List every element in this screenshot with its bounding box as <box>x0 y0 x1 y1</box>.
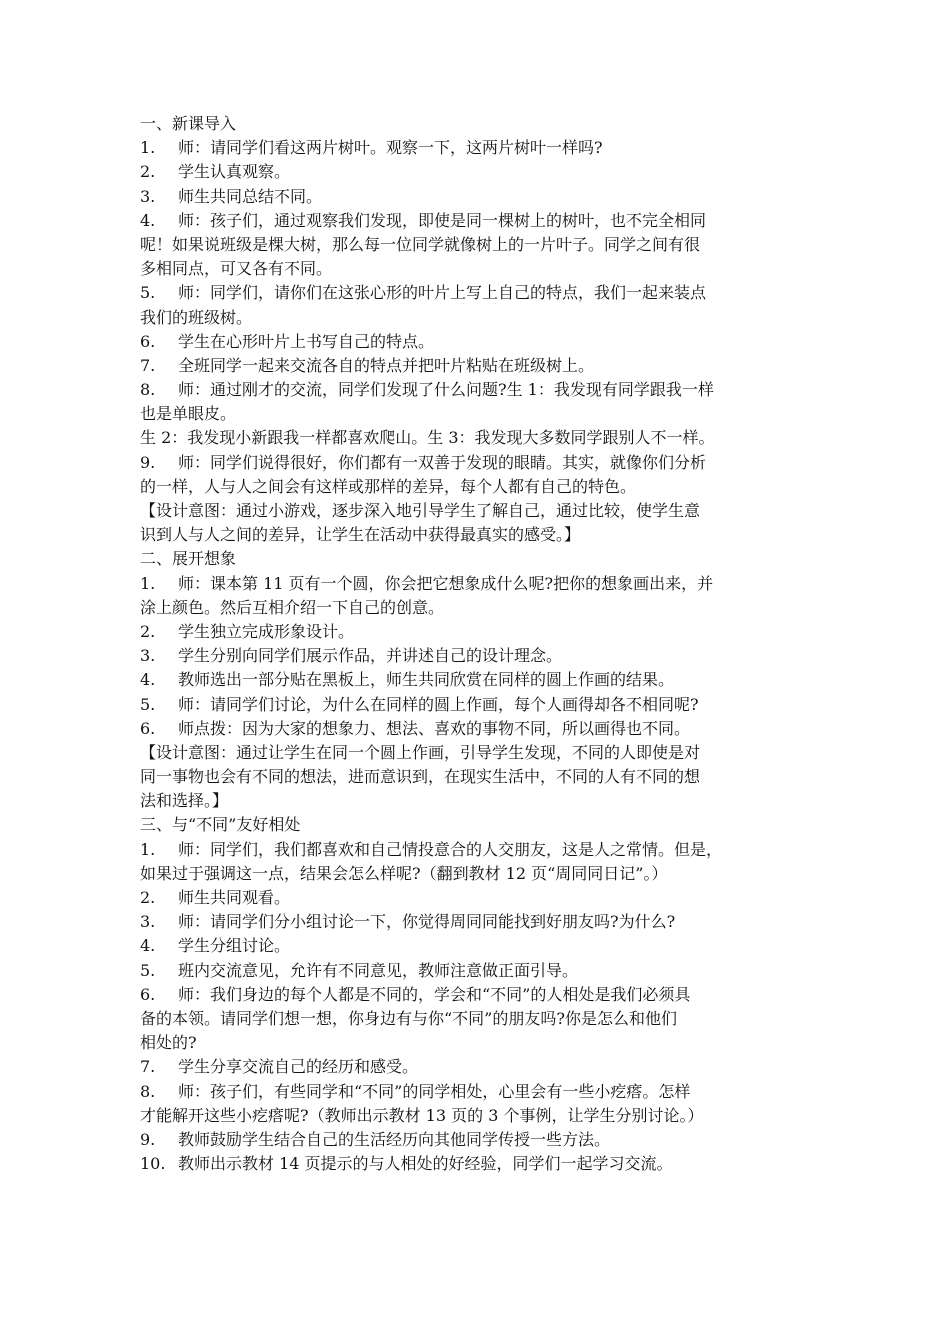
item-text: 师：孩子们，通过观察我们发现，即使是同一棵树上的树叶，也不完全相同 <box>178 210 707 230</box>
item-number: 4. <box>140 936 156 956</box>
list-item-line <box>140 185 820 209</box>
item-text: 呢！如果说班级是棵大树，那么每一位同学就像树上的一片叶子。同学之间有很 <box>140 234 701 254</box>
list-item <box>140 959 820 983</box>
item-number: 8. <box>140 1081 156 1101</box>
item-number: 6. <box>140 984 156 1004</box>
item-number: 5. <box>140 283 156 303</box>
item-text: 师：同学们说得很好，你们都有一双善于发现的眼睛。其实，就像你们分析 <box>178 452 707 472</box>
design-intent-line: 法和选择。】 <box>140 791 229 811</box>
list-item <box>140 910 820 934</box>
list-item-line <box>140 620 820 644</box>
design-intent-line: 【设计意图：通过让学生在同一个圆上作画，引导学生发现，不同的人即使是对 <box>140 742 701 762</box>
list-item <box>140 1128 820 1152</box>
list-item-line <box>140 306 820 330</box>
list-item-line <box>140 983 820 1007</box>
list-item-line <box>140 886 820 910</box>
item-text: 师：请同学们看这两片树叶。观察一下，这两片树叶一样吗? <box>178 138 603 158</box>
item-text: 学生分享交流自己的经历和感受。 <box>178 1057 419 1077</box>
list-item <box>140 983 820 1056</box>
list-item <box>140 1152 820 1176</box>
list-item <box>140 330 820 354</box>
list-item <box>140 572 820 620</box>
list-item-line <box>140 378 820 402</box>
list-item-line <box>140 959 820 983</box>
design-intent-line: 识到人与人之间的差异，让学生在活动中获得最真实的感受。】 <box>140 525 581 545</box>
item-text: 相处的? <box>140 1033 197 1053</box>
list-item-line <box>140 475 820 499</box>
item-text: 班内交流意见，允许有不同意见，教师注意做正面引导。 <box>178 960 579 980</box>
item-text: 学生认真观察。 <box>178 162 291 182</box>
item-number: 10. <box>140 1154 166 1174</box>
item-text: 也是单眼皮。 <box>140 404 237 424</box>
item-number: 1. <box>140 138 156 158</box>
item-text: 教师鼓励学生结合自己的生活经历向其他同学传授一些方法。 <box>178 1129 611 1149</box>
list-item <box>140 378 820 451</box>
item-text: 师生共同观看。 <box>178 888 291 907</box>
list-item-line <box>140 1055 820 1079</box>
section-heading: 二、展开想象 <box>140 549 237 569</box>
design-intent-line: 同一事物也会有不同的想法，进而意识到，在现实生活中，不同的人有不同的想 <box>140 767 701 787</box>
list-item-line <box>140 838 820 862</box>
list-item <box>140 451 820 499</box>
list-item-line <box>140 451 820 475</box>
list-item <box>140 668 820 692</box>
list-item <box>140 838 820 886</box>
list-item-line <box>140 693 820 717</box>
list-item-line <box>140 160 820 184</box>
list-item-line <box>140 257 820 281</box>
list-item-line <box>140 1080 820 1104</box>
item-text: 学生独立完成形象设计。 <box>178 621 355 641</box>
list-item-line <box>140 330 820 354</box>
item-number: 3. <box>140 186 156 206</box>
item-text: 备的本领。请同学们想一想，你身边有与你“不同”的朋友吗?你是怎么和他们 <box>140 1008 677 1028</box>
item-text: 师点拨：因为大家的想象力、想法、喜欢的事物不同，所以画得也不同。 <box>178 718 691 738</box>
list-item <box>140 644 820 668</box>
design-intent-line: 【设计意图：通过小游戏，逐步深入地引导学生了解自己，通过比较，使学生意 <box>140 501 701 520</box>
item-number: 8. <box>140 380 156 400</box>
item-number: 2. <box>140 162 156 182</box>
item-number: 9. <box>140 1129 156 1149</box>
item-text: 如果过于强调这一点，结果会怎么样呢?（翻到教材 12 页“周同同日记”。） <box>140 863 668 883</box>
item-text: 我们的班级树。 <box>140 307 253 327</box>
list-item <box>140 185 820 209</box>
list-item-line <box>140 668 820 692</box>
list-item-line <box>140 136 820 160</box>
item-text: 生 2：我发现小新跟我一样都喜欢爬山。生 3：我发现大多数同学跟别人不一样。 <box>140 428 715 448</box>
item-text: 师：课本第 11 页有一个圆，你会把它想象成什么呢?把你的想象画出来，并 <box>178 573 714 593</box>
list-item-line <box>140 1007 820 1031</box>
list-item <box>140 1080 820 1128</box>
list-item <box>140 717 820 741</box>
item-text: 学生在心形叶片上书写自己的特点。 <box>178 331 435 351</box>
list-item <box>140 693 820 717</box>
item-number: 3. <box>140 912 156 932</box>
item-number: 2. <box>140 888 156 907</box>
item-number: 4. <box>140 210 156 230</box>
list-item-line <box>140 209 820 233</box>
list-item <box>140 209 820 282</box>
list-item <box>140 281 820 329</box>
item-text: 多相同点，可又各有不同。 <box>140 259 333 279</box>
list-item-line <box>140 354 820 378</box>
list-item-line <box>140 426 820 450</box>
item-number: 5. <box>140 694 156 714</box>
item-text: 涂上颜色。然后互相介绍一下自己的创意。 <box>140 597 445 617</box>
item-number: 1. <box>140 839 156 859</box>
item-text: 教师出示教材 14 页提示的与人相处的好经验，同学们一起学习交流。 <box>178 1154 673 1174</box>
item-text: 师：孩子们，有些同学和“不同”的同学相处，心里会有一些小疙瘩。怎样 <box>178 1081 691 1101</box>
section-heading: 一、新课导入 <box>140 114 237 133</box>
item-number: 2. <box>140 621 156 641</box>
document-body <box>140 112 820 1176</box>
item-number: 5. <box>140 960 156 980</box>
item-text: 才能解开这些小疙瘩呢?（教师出示教材 13 页的 3 个事例，让学生分别讨论。） <box>140 1105 704 1125</box>
list-item <box>140 1055 820 1079</box>
item-text: 的一样，人与人之间会有这样或那样的差异，每个人都有自己的特色。 <box>140 476 637 496</box>
list-item-line <box>140 596 820 620</box>
list-item-line <box>140 934 820 958</box>
section-heading: 三、与“不同”友好相处 <box>140 815 301 835</box>
item-text: 师：同学们，我们都喜欢和自己情投意合的人交朋友，这是人之常情。但是， <box>178 839 723 859</box>
item-number: 7. <box>140 355 156 375</box>
list-item-line <box>140 402 820 426</box>
list-item <box>140 136 820 160</box>
list-item-line <box>140 910 820 934</box>
list-item <box>140 934 820 958</box>
item-text: 学生分别向同学们展示作品，并讲述自己的设计理念。 <box>178 646 563 666</box>
item-text: 师：请同学们讨论，为什么在同样的圆上作画，每个人画得却各不相同呢? <box>178 694 699 714</box>
item-text: 师：通过刚才的交流，同学们发现了什么问题?生 1：我发现有同学跟我一样 <box>178 380 714 400</box>
list-item-line <box>140 1031 820 1055</box>
list-item <box>140 620 820 644</box>
item-number: 1. <box>140 573 156 593</box>
item-text: 师：同学们，请你们在这张心形的叶片上写上自己的特点，我们一起来装点 <box>178 283 707 303</box>
list-item-line <box>140 862 820 886</box>
list-item <box>140 354 820 378</box>
item-number: 7. <box>140 1057 156 1077</box>
item-text: 师生共同总结不同。 <box>178 186 323 206</box>
item-text: 全班同学一起来交流各自的特点并把叶片粘贴在班级树上。 <box>178 355 595 375</box>
item-text: 师：我们身边的每个人都是不同的，学会和“不同”的人相处是我们必须具 <box>178 984 691 1004</box>
list-item <box>140 160 820 184</box>
list-item-line <box>140 1128 820 1152</box>
item-number: 9. <box>140 452 156 472</box>
list-item-line <box>140 233 820 257</box>
list-item-line <box>140 717 820 741</box>
item-number: 3. <box>140 646 156 666</box>
item-number: 6. <box>140 718 156 738</box>
item-number: 4. <box>140 670 156 690</box>
list-item-line <box>140 572 820 596</box>
list-item-line <box>140 644 820 668</box>
list-item <box>140 886 820 910</box>
list-item-line <box>140 281 820 305</box>
item-text: 师：请同学们分小组讨论一下，你觉得周同同能找到好朋友吗?为什么? <box>178 912 676 932</box>
item-text: 学生分组讨论。 <box>178 936 291 956</box>
list-item-line <box>140 1104 820 1128</box>
list-item-line <box>140 1152 820 1176</box>
item-text: 教师选出一部分贴在黑板上，师生共同欣赏在同样的圆上作画的结果。 <box>178 670 675 690</box>
item-number: 6. <box>140 331 156 351</box>
